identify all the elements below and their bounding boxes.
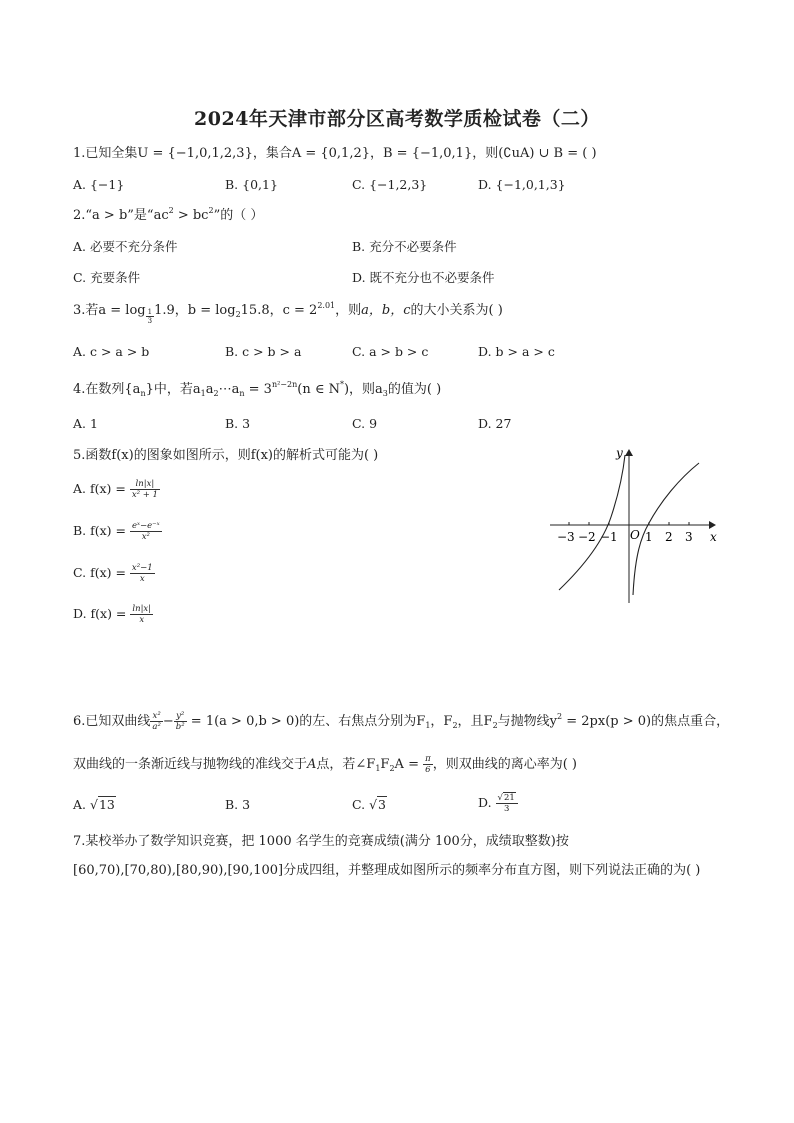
- q6-option-c: C. √3: [352, 797, 386, 812]
- q3-option-a: A. c > a > b: [73, 344, 150, 359]
- q5-option-b: B. f(x) = $\frac{\text{eˣ−e⁻ˣ}}{\text{x²}}$: [73, 521, 160, 542]
- q5-option-a: A. f(x) = $\frac{\ln|x|}{\text{x² + 1}}$: [73, 479, 158, 500]
- x-axis-label: x: [710, 530, 717, 544]
- q6-option-a: A. √13: [73, 797, 115, 812]
- question-3-stem: 3.若a = log $\frac{1}{3}$ 1.9，$b = \log_215.8$，$c = 2^{2.01}$，则a，b，c的大小关系为( ): [73, 301, 503, 325]
- question-7-stem-line2: [60,70),[70,80),[80,90),[90,100]分成四组，并整理成如图所示的频率分布直方图，则下列说法正确的为( ): [73, 863, 701, 878]
- q4-option-a: A. 1: [73, 416, 98, 431]
- q1-option-a: A. {−1}: [73, 177, 125, 192]
- q1-option-c: C. {−1,2,3}: [352, 177, 428, 192]
- right-branch-curve: [633, 463, 699, 595]
- q6-option-b: B. 3: [225, 797, 251, 812]
- question-1-stem: 1.已知全集U = {−1,0,1,2,3}，集合A = {0,1,2}，B = {−1,0,1}，则(∁uA) ∪ B = ( ): [73, 146, 597, 161]
- tick-label-neg3: −3: [557, 530, 575, 544]
- question-6-stem-line2: 双曲线的一条渐近线与抛物线的准线交于A点，若$\angle F_1F_2A$ = $\frac{\pi}{6}$ ，则双曲线的离心率为( ): [73, 754, 577, 775]
- q2-option-a: A. 必要不充分条件: [73, 239, 178, 254]
- tick-label-neg1: −1: [600, 530, 618, 544]
- question-4-stem: 4.在数列$\{a_n\}$中，若$a_1a_2\cdots a_n = 3^{n^2-2n}(n$ ∈ N*)，则$a_3$的值为( ): [73, 380, 442, 398]
- page-title: 2024年天津市部分区高考数学质检试卷（二）: [194, 108, 600, 130]
- q3-option-d: D. b > a > c: [478, 344, 555, 359]
- tick-label-1: 1: [645, 530, 653, 544]
- q3-option-b: B. c > b > a: [225, 344, 302, 359]
- q5-option-d: D. f(x) = $\frac{\ln|x|}{x}$: [73, 604, 152, 625]
- y-axis-label: y: [616, 446, 623, 460]
- tick-label-3: 3: [685, 530, 693, 544]
- origin-label: O: [630, 528, 640, 542]
- question-2-stem: 2.“a > b”是“$ac^2 > bc^2$”的（ ）: [73, 206, 264, 223]
- function-graph: [545, 445, 725, 605]
- q1-option-b: B. {0,1}: [225, 177, 278, 192]
- q1-option-d: D. {−1,0,1,3}: [478, 177, 566, 192]
- q5-option-c: C. f(x) = $\frac{\text{x²−1}}{x}$: [73, 563, 153, 584]
- q6-option-d: D. $\frac{√21}{3}$: [478, 793, 518, 814]
- tick-label-neg2: −2: [578, 530, 596, 544]
- q4-option-b: B. 3: [225, 416, 251, 431]
- tick-label-2: 2: [665, 530, 673, 544]
- q2-option-d: D. 既不充分也不必要条件: [352, 270, 495, 285]
- q2-option-c: C. 充要条件: [73, 270, 141, 285]
- q4-option-c: C. 9: [352, 416, 378, 431]
- question-7-stem-line1: 7.某校举办了数学知识竞赛，把 1000 名学生的竞赛成绩(满分 100分，成绩取整数)按: [73, 834, 569, 849]
- q4-option-d: D. 27: [478, 416, 512, 431]
- question-5-stem: 5.函数f(x)的图象如图所示，则f(x)的解析式可能为( ): [73, 448, 379, 463]
- q2-option-b: B. 充分不必要条件: [352, 239, 457, 254]
- q3-option-c: C. a > b > c: [352, 344, 429, 359]
- question-6-stem-line1: 6.已知双曲线 $\frac{\text{x²}}{\text{a²}}$ − $\frac{\text{y²}}{\text{b²}}$ = 1(a > 0,b > 0)的左、右焦点分别为$F_1$，$F_2$，且$F_2$与抛物线$y^2 = 2px(p > 0)$的焦点重合，: [73, 711, 730, 732]
